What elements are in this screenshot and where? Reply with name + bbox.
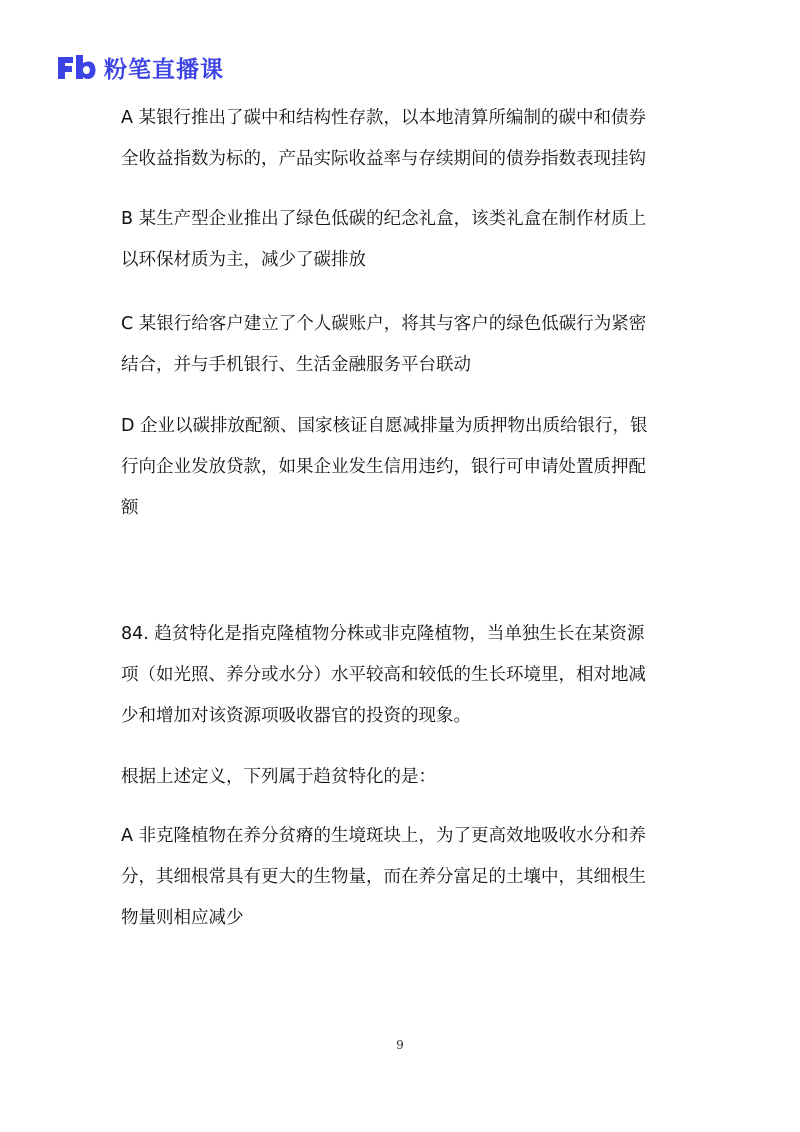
option-line: 结合，并与手机银行、生活金融服务平台联动 [121, 355, 471, 375]
prompt-line: 根据上述定义，下列属于趋贫特化的是： [121, 767, 436, 787]
option-a-q84 [121, 816, 681, 939]
option-line: 以环保材质为主，减少了碳排放 [121, 250, 366, 270]
header [56, 50, 224, 84]
stem-line: 少和增加对该资源项吸收器官的投资的现象。 [121, 706, 471, 726]
fenbi-logo-icon [56, 53, 96, 81]
question-84-prompt [121, 757, 681, 798]
option-line: A 非克隆植物在养分贫瘠的生境斑块上，为了更高效地吸收水分和养 [121, 826, 647, 846]
option-line: 全收益指数为标的，产品实际收益率与存续期间的债券指数表现挂钩 [121, 149, 646, 169]
question-84-stem [121, 614, 681, 737]
option-line: 额 [121, 498, 139, 518]
option-line: B 某生产型企业推出了绿色低碳的纪念礼盒，该类礼盒在制作材质上 [121, 209, 647, 229]
option-line: D 企业以碳排放配额、国家核证自愿减排量为质押物出质给银行，银 [121, 416, 648, 436]
option-line: 物量则相应减少 [121, 908, 244, 928]
brand-name: 粉笔直播课 [104, 56, 224, 83]
page-number: 9 [396, 1038, 404, 1052]
option-line: 分，其细根常具有更大的生物量，而在养分富足的土壤中，其细根生 [121, 867, 646, 887]
option-b-q83 [121, 199, 681, 281]
option-c-q83 [121, 304, 681, 386]
option-line: A 某银行推出了碳中和结构性存款，以本地清算所编制的碳中和债券 [121, 108, 647, 128]
stem-line: 84. 趋贫特化是指克隆植物分株或非克隆植物，当单独生长在某资源 [121, 624, 645, 644]
option-a-q83 [121, 98, 681, 180]
option-d-q83 [121, 406, 681, 529]
option-line: C 某银行给客户建立了个人碳账户，将其与客户的绿色低碳行为紧密 [121, 314, 647, 334]
stem-line: 项（如光照、养分或水分）水平较高和较低的生长环境里，相对地减 [121, 665, 646, 685]
option-line: 行向企业发放贷款，如果企业发生信用违约，银行可申请处置质押配 [121, 457, 646, 477]
